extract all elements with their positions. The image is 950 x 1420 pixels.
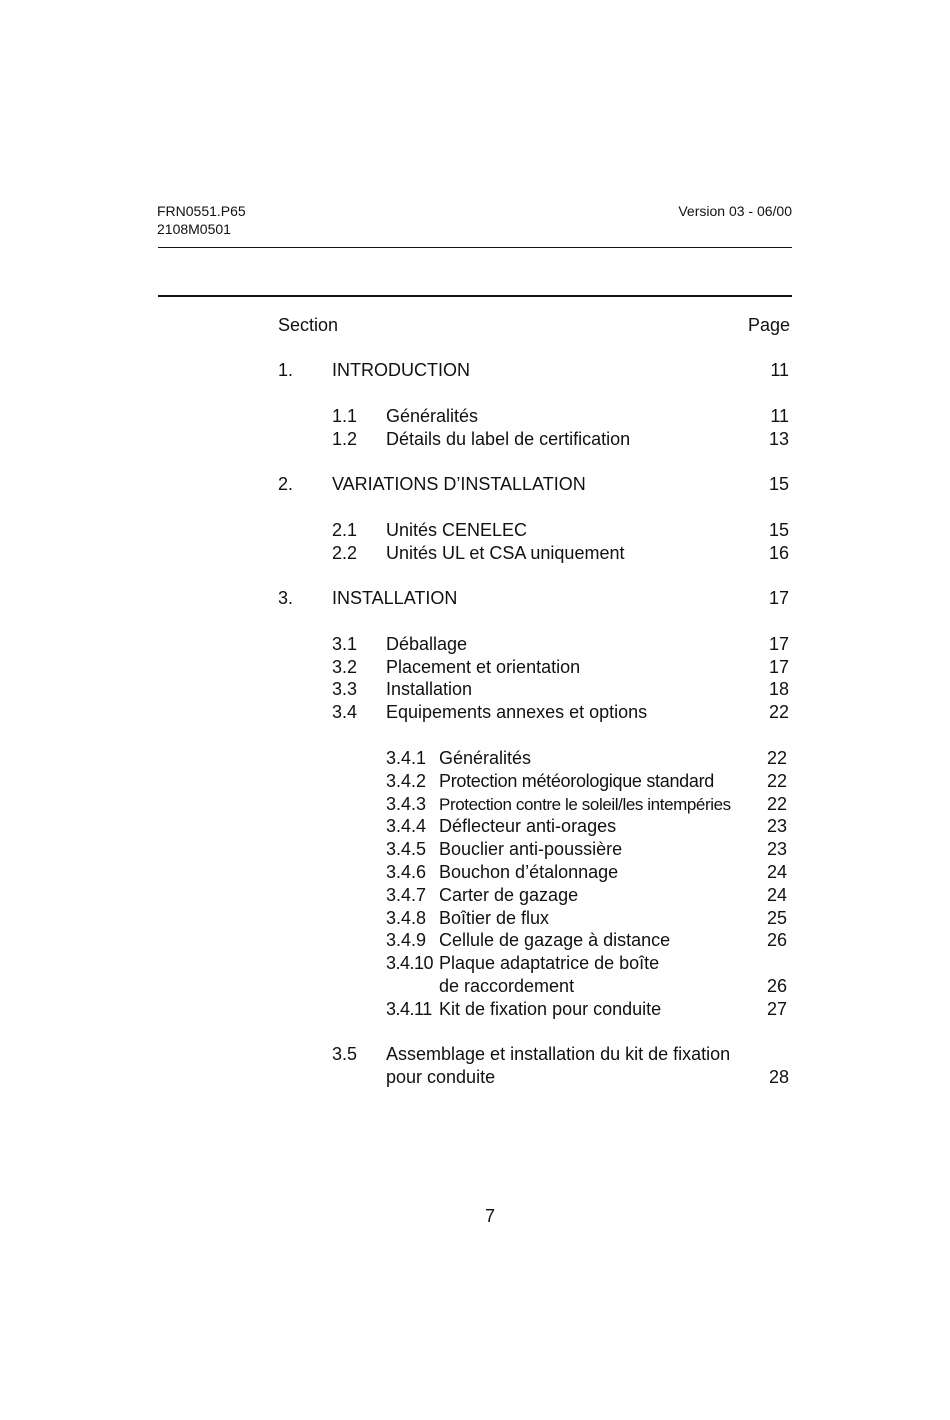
toc-entry-page: 22 <box>766 771 787 791</box>
toc-entry-title-continuation: pour conduite <box>386 1067 496 1087</box>
toc-entry-title: Assemblage et installation du kit de fixation <box>386 1044 731 1064</box>
toc-entry-number: 3.4.5 <box>386 839 427 859</box>
toc-entry-title: Boîtier de flux <box>439 908 550 928</box>
toc-entry-page: 16 <box>768 543 789 563</box>
toc-entry-page: 17 <box>768 634 789 654</box>
toc-entry-title: Déballage <box>386 634 468 654</box>
toc-entry-page: 22 <box>766 748 787 768</box>
toc-entry-number: 3.4.2 <box>386 771 427 791</box>
toc-entry[interactable] <box>386 884 787 907</box>
toc-entry-number: 1.2 <box>332 429 358 449</box>
toc-entry-number: 1. <box>278 360 294 380</box>
toc-entry[interactable] <box>386 838 787 861</box>
toc-entry-page: 13 <box>768 429 789 449</box>
toc-entry[interactable] <box>386 770 787 793</box>
toc-entry-number: 3.3 <box>332 679 358 699</box>
toc-entry-page: 26 <box>766 930 787 950</box>
toc-entry-page: 22 <box>768 702 789 722</box>
toc-entry-page: 22 <box>766 794 787 814</box>
document-code: FRN0551.P65 <box>157 203 246 219</box>
toc-entry-page: 17 <box>768 657 789 677</box>
toc-entry-title: Protection météorologique standard <box>439 771 714 791</box>
toc-entry-page: 23 <box>766 839 787 859</box>
toc-entry[interactable] <box>386 998 787 1021</box>
toc-entry-title: Bouchon d’étalonnage <box>439 862 619 882</box>
toc-entry-page: 23 <box>766 816 787 836</box>
toc-entry-title: Carter de gazage <box>439 885 579 905</box>
toc-entry-page: 25 <box>766 908 787 928</box>
toc-entry-title: Détails du label de certification <box>386 429 631 449</box>
toc-entry-page: 15 <box>768 474 789 494</box>
toc-entry[interactable] <box>278 473 789 496</box>
toc-top-divider <box>158 295 792 297</box>
toc-entry-page: 11 <box>770 360 789 380</box>
toc-entry-number: 1.1 <box>332 406 358 426</box>
toc-entry[interactable] <box>386 793 787 816</box>
toc-entry-title: INSTALLATION <box>332 588 458 608</box>
toc-entry-title: Installation <box>386 679 473 699</box>
toc-entry[interactable] <box>332 405 789 428</box>
toc-entry-title: Plaque adaptatrice de boîte <box>439 953 660 973</box>
toc-entry-number: 3.4.11 <box>386 999 432 1019</box>
toc-entry-number: 3.4.10 <box>386 953 434 973</box>
toc-entry[interactable] <box>332 542 789 565</box>
toc-entry-title: Déflecteur anti-orages <box>439 816 617 836</box>
toc-entry[interactable] <box>332 633 789 656</box>
document-code-block <box>157 202 246 238</box>
toc-entry-number: 3.4.6 <box>386 862 427 882</box>
toc-entry-number: 3. <box>278 588 294 608</box>
header-divider <box>158 247 792 248</box>
toc-entry-number: 3.4.4 <box>386 816 427 836</box>
toc-entry-page: 15 <box>768 520 789 540</box>
toc-entry-title: Bouclier anti-poussière <box>439 839 623 859</box>
toc-entry-title: Généralités <box>386 406 479 426</box>
page-number: 7 <box>484 1206 495 1226</box>
toc-entry[interactable] <box>332 701 789 724</box>
toc-entry-page: 17 <box>768 588 789 608</box>
toc-entry[interactable] <box>386 907 787 930</box>
toc-entry-title: Protection contre le soleil/les intempéries <box>439 795 731 814</box>
toc-entry[interactable] <box>332 656 789 679</box>
toc-entry-number: 2.2 <box>332 543 358 563</box>
toc-entry-number: 3.1 <box>332 634 358 654</box>
toc-entry[interactable] <box>386 952 787 998</box>
toc-entry[interactable] <box>278 587 789 610</box>
toc-entry-number: 3.5 <box>332 1044 358 1064</box>
toc-entry-number: 2.1 <box>332 520 358 540</box>
toc-entry[interactable] <box>278 359 789 382</box>
toc-entry[interactable] <box>332 678 789 701</box>
toc-entry-title: INTRODUCTION <box>332 360 470 380</box>
toc-entry-title: Unités CENELEC <box>386 520 528 540</box>
toc-entry[interactable] <box>386 861 787 884</box>
section-column-header: Section <box>278 315 339 335</box>
toc-entry-page: 28 <box>768 1067 789 1087</box>
toc-entry[interactable] <box>386 815 787 838</box>
toc-entry-title: Placement et orientation <box>386 657 581 677</box>
toc-entry-title-continuation: de raccordement <box>439 976 575 996</box>
toc-entry[interactable] <box>332 428 789 451</box>
toc-entry-title: Equipements annexes et options <box>386 702 648 722</box>
toc-entry-number: 3.4.1 <box>386 748 427 768</box>
toc-entry-title: Cellule de gazage à distance <box>439 930 671 950</box>
toc-entry-page: 24 <box>766 885 787 905</box>
toc-entry-number: 3.2 <box>332 657 358 677</box>
document-reference: 2108M0501 <box>157 221 231 237</box>
toc-entry-page: 27 <box>766 999 787 1019</box>
toc-entry-title: Kit de fixation pour conduite <box>439 999 662 1019</box>
toc-entry-number: 3.4.9 <box>386 930 427 950</box>
document-version: Version 03 - 06/00 <box>678 203 792 219</box>
toc-entry[interactable] <box>386 747 787 770</box>
toc-entry-page: 24 <box>766 862 787 882</box>
toc-entry-number: 3.4.7 <box>386 885 427 905</box>
toc-entry-page: 18 <box>768 679 789 699</box>
toc-entry[interactable] <box>332 519 789 542</box>
toc-entry-title: Unités UL et CSA uniquement <box>386 543 625 563</box>
toc-entry-number: 3.4.8 <box>386 908 427 928</box>
toc-entry-number: 3.4.3 <box>386 794 427 814</box>
toc-entry-title: Généralités <box>439 748 532 768</box>
page-column-header: Page <box>747 315 790 335</box>
toc-entry-number: 3.4 <box>332 702 358 722</box>
toc-column-headers <box>278 314 790 337</box>
toc-entry-number: 2. <box>278 474 294 494</box>
toc-entry-page: 11 <box>770 406 789 426</box>
toc-entry[interactable] <box>332 1043 789 1089</box>
toc-entry-title: VARIATIONS D’INSTALLATION <box>332 474 586 494</box>
toc-entry-page: 26 <box>766 976 787 996</box>
toc-entry[interactable] <box>386 929 787 952</box>
